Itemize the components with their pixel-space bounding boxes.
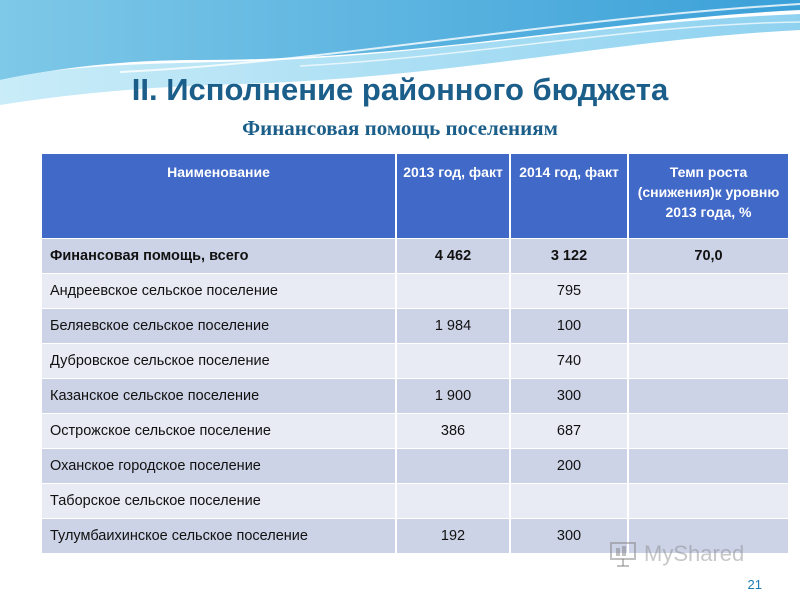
table-row <box>42 448 788 483</box>
row-2014: 100 <box>510 308 628 343</box>
table-row <box>42 378 788 413</box>
row-name: Острожское сельское поселение <box>42 413 396 448</box>
row-name: Оханское городское поселение <box>42 448 396 483</box>
row-name: Андреевское сельское поселение <box>42 273 396 308</box>
row-2013: 1 900 <box>396 378 510 413</box>
page-number: 21 <box>747 577 762 592</box>
row-name: Казанское сельское поселение <box>42 378 396 413</box>
watermark <box>608 538 768 570</box>
row-name: Тулумбаихинское сельское поселение <box>42 518 396 553</box>
table-row <box>42 413 788 448</box>
row-2014 <box>510 483 628 518</box>
row-2013: 4 462 <box>396 238 510 273</box>
slide-title: II. Исполнение районного бюджета <box>131 72 669 107</box>
row-2013 <box>396 483 510 518</box>
row-2014: 740 <box>510 343 628 378</box>
row-2014: 687 <box>510 413 628 448</box>
row-2013: 386 <box>396 413 510 448</box>
table-row <box>42 308 788 343</box>
header-2014: 2014 год, факт <box>510 154 628 238</box>
row-2014: 300 <box>510 518 628 553</box>
presentation-icon <box>608 539 638 569</box>
row-rate <box>628 308 788 343</box>
row-2013 <box>396 273 510 308</box>
row-name: Финансовая помощь, всего <box>42 238 396 273</box>
assistance-table <box>42 154 788 553</box>
row-2014: 795 <box>510 273 628 308</box>
row-rate <box>628 273 788 308</box>
row-2014: 3 122 <box>510 238 628 273</box>
table-row <box>42 273 788 308</box>
row-2013: 1 984 <box>396 308 510 343</box>
row-rate <box>628 448 788 483</box>
row-rate <box>628 483 788 518</box>
table-row <box>42 343 788 378</box>
row-rate <box>628 343 788 378</box>
row-name: Беляевское сельское поселение <box>42 308 396 343</box>
table-row <box>42 483 788 518</box>
row-2013 <box>396 343 510 378</box>
table-row-total <box>42 238 788 273</box>
header-name: Наименование <box>42 154 396 238</box>
table-header-row <box>42 154 788 238</box>
row-2014: 200 <box>510 448 628 483</box>
watermark-text: MyShared <box>644 541 745 566</box>
row-2014: 300 <box>510 378 628 413</box>
row-rate <box>628 413 788 448</box>
row-rate <box>628 378 788 413</box>
header-growth-rate: Темп роста (снижения)к уровню 2013 года, % <box>628 154 788 238</box>
row-2013: 192 <box>396 518 510 553</box>
row-name: Таборское сельское поселение <box>42 483 396 518</box>
row-2013 <box>396 448 510 483</box>
header-2013: 2013 год, факт <box>396 154 510 238</box>
slide-subtitle: Финансовая помощь поселениям <box>242 116 558 140</box>
row-name: Дубровское сельское поселение <box>42 343 396 378</box>
row-rate: 70,0 <box>628 238 788 273</box>
